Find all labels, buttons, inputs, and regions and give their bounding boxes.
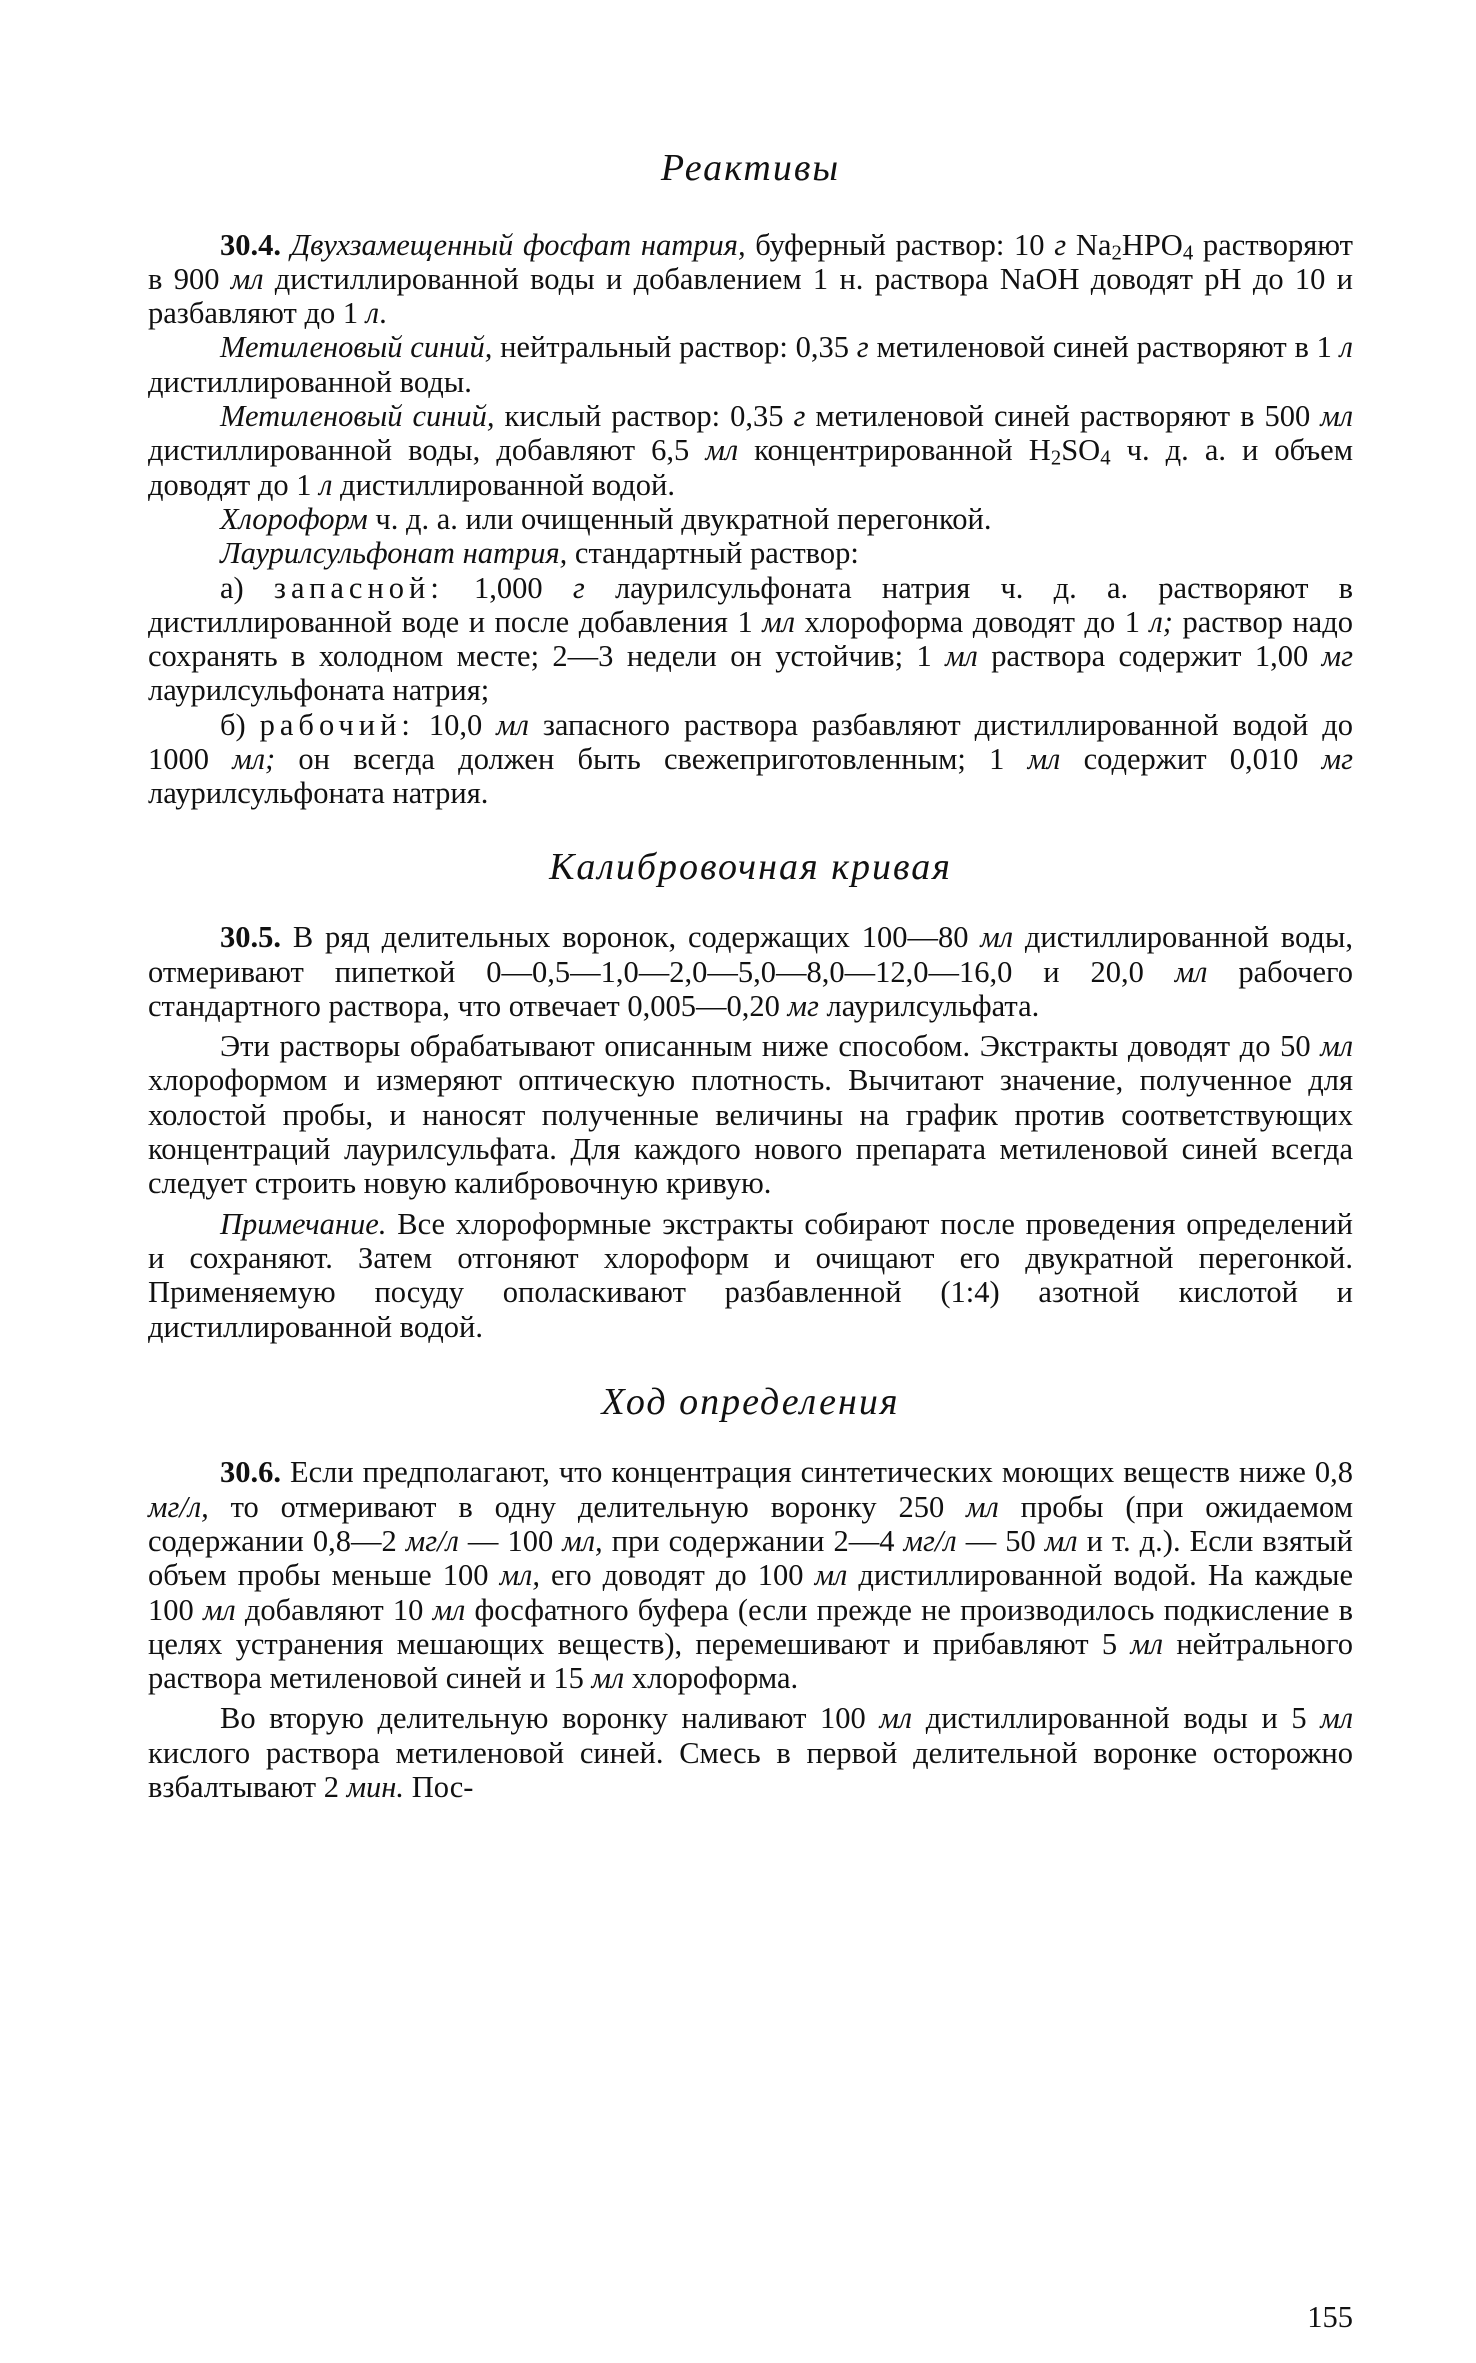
text-run: раствора содержит 1,00 <box>977 639 1322 674</box>
text-run: — 50 <box>956 1523 1045 1558</box>
unit-text: л; <box>1149 604 1173 639</box>
paragraph-number: 30.5. <box>220 920 281 955</box>
text-run: — 100 <box>458 1523 563 1558</box>
text-run: HPO <box>1121 227 1183 262</box>
unit-text: мл <box>1130 1626 1164 1661</box>
section-heading-calibration: Калибровочная кривая <box>549 845 952 888</box>
unit-text: мл <box>591 1661 625 1696</box>
text-run: ч. д. а. или очищенный двукратной перегонкой. <box>367 501 992 536</box>
text-run: раствор надо сохранять в холодном месте; 2—3 недели он устойчив; 1 <box>148 604 1353 674</box>
text-run: метиленовой синей растворяют в 1 <box>868 330 1340 365</box>
unit-text: мл <box>879 1701 913 1736</box>
unit-text: мл <box>1320 399 1353 434</box>
unit-text: мл <box>496 707 529 742</box>
text-run: 10,0 <box>414 707 497 742</box>
unit-text: мг <box>1321 639 1353 674</box>
unit-text: мл <box>230 261 264 296</box>
text-run: нейтрального раствора метиленовой синей и 15 <box>148 1626 1353 1696</box>
paragraph-laurylsulfonate <box>148 536 1353 570</box>
subscript: 4 <box>1100 447 1111 470</box>
section-heading-reactives: Реактивы <box>660 147 841 189</box>
text-run: . <box>379 296 387 331</box>
text-run: стандартный раствор: <box>567 536 859 571</box>
text-run: Эти растворы обрабатывают описанным ниже способом. Экстракты доводят до 50 <box>220 1029 1321 1064</box>
text-run: дистиллированной водой. На каждые 100 <box>148 1558 1354 1627</box>
paragraph-stock-solution <box>148 571 1353 708</box>
text-run: лаурилсульфоната натрия. <box>148 776 489 811</box>
unit-text: мл, <box>562 1523 603 1558</box>
unit-text: мл <box>1044 1523 1078 1558</box>
text-run: Если предполагают, что концентрация синтетических моющих веществ ниже 0,8 <box>281 1455 1353 1490</box>
subscript: 4 <box>1182 242 1194 265</box>
text-run: при содержании 2—4 <box>602 1523 904 1558</box>
text-run: его доводят до 100 <box>539 1558 815 1593</box>
unit-text: мл; <box>232 742 276 777</box>
text-run: то отмеривают в одну делительную воронку 250 <box>208 1489 967 1524</box>
text-run: лаурилсульфоната натрия; <box>148 673 490 708</box>
unit-text: л <box>365 296 380 331</box>
unit-text: г <box>856 330 869 365</box>
paragraph-chloroform <box>148 502 1353 536</box>
text-run: пробы (при ожидаемом содержании 0,8—2 <box>148 1489 1353 1558</box>
paragraph-number: 30.4. <box>220 227 281 262</box>
text-run: дистиллированной водой. <box>332 467 675 502</box>
paragraph-methylene-neutral <box>148 330 1353 399</box>
text-run: Во вторую делительную воронку наливают 100 <box>220 1701 880 1736</box>
list-marker: а) <box>220 570 274 605</box>
text-run: лаурилсульфоната натрия ч. д. а. растворяют в дистиллированной воде и после добавления 1 <box>148 570 1353 639</box>
unit-text: мл <box>1320 1029 1353 1064</box>
text-run: запасного раствора разбавляют дистиллированной водой до 1000 <box>148 707 1353 777</box>
unit-text: мл <box>1320 1701 1353 1736</box>
unit-text: л <box>1339 330 1353 365</box>
unit-text: г <box>1054 227 1067 262</box>
text-run: лаурилсульфата. <box>818 988 1040 1023</box>
unit-text: мл <box>1027 742 1061 777</box>
unit-text: мл <box>945 639 978 674</box>
page-number: 155 <box>1307 2300 1353 2334</box>
unit-text: мл <box>432 1592 466 1627</box>
paragraph-30-5 <box>148 920 1353 1023</box>
text-run: Na <box>1066 227 1112 262</box>
text-run: дистиллированной воды, добавляют 6,5 <box>148 433 706 468</box>
text-run: SO <box>1061 433 1101 468</box>
unit-text: мл <box>814 1558 848 1593</box>
unit-text: мл <box>705 433 739 468</box>
paragraph-number: 30.6. <box>220 1455 281 1490</box>
paragraph-30-4 <box>148 228 1353 331</box>
text-run: ч. д. а. и объем доводят до 1 <box>148 433 1354 502</box>
text-run: и т. д.). Если взятый объем пробы меньше 100 <box>148 1523 1353 1593</box>
text-run: концентрированной H <box>738 433 1051 468</box>
unit-text: мг/л, <box>148 1489 209 1524</box>
unit-text: мг/л <box>903 1523 957 1558</box>
text-run: кислого раствора метиленовой синей. Смесь в первой делительной воронке осторожно взбалтывают 2 <box>148 1735 1353 1805</box>
text-run: буферный раствор: 10 <box>745 227 1055 262</box>
unit-text: мл <box>966 1489 999 1524</box>
unit-text: мл <box>980 920 1014 955</box>
spaced-label: рабочий: <box>259 707 415 742</box>
book-page <box>148 140 1354 2334</box>
unit-text: мл <box>202 1592 236 1627</box>
reagent-term: Метиленовый синий, <box>220 399 495 434</box>
text-run: Пос- <box>404 1770 474 1805</box>
text-run: он всегда должен быть свежеприготовленным; 1 <box>275 742 1028 777</box>
paragraph-methylene-acid <box>148 399 1353 502</box>
text-run: В ряд делительных воронок, содержащих 100—80 <box>281 920 981 955</box>
text-run: нейтральный раствор: 0,35 <box>492 330 857 365</box>
reagent-term: Двухзамещенный фосфат натрия, <box>290 227 746 262</box>
text-run: дистиллированной воды. <box>148 364 472 399</box>
unit-text: мг <box>1321 742 1354 777</box>
unit-text: мин. <box>346 1770 405 1805</box>
text-run: фосфатного буфера (если прежде не производилось подкисление в целях устранения мешающих веществ), перемешивают и прибавляют 5 <box>148 1592 1353 1661</box>
text-run: дистиллированной воды, отмеривают пипеткой 0—0,5—1,0—2,0—5,0—8,0—12,0—16,0 и 20,0 <box>148 920 1353 989</box>
section-heading-procedure: Ход определения <box>601 1380 900 1423</box>
text-run: дистиллированной воды и 5 <box>912 1701 1321 1736</box>
text-run: хлороформом и измеряют оптическую плотность. Вычитают значение, полученное для холостой пробы, и наносят полученные величины на график против соответствующих концентраций лаурилсульфата. Для каждого нового препарата метиленовой синей всегда следует строить новую калибровочную кривую. <box>148 1063 1353 1201</box>
note-label: Примечание. <box>220 1206 387 1241</box>
unit-text: л <box>319 467 333 502</box>
text-run: добавляют 10 <box>235 1592 433 1627</box>
unit-text: мл <box>1174 954 1208 989</box>
reagent-term: Метиленовый синий, <box>220 330 493 365</box>
paragraph-30-6 <box>148 1455 1353 1695</box>
paragraph-working-solution <box>148 708 1353 811</box>
paragraph-second-funnel <box>148 1701 1353 1804</box>
reagent-term: Хлороформ <box>220 501 368 536</box>
spaced-label: запасной: <box>273 570 444 605</box>
text-run: растворяют в 900 <box>148 227 1353 296</box>
text-run: метиленовой синей растворяют в 500 <box>805 399 1321 434</box>
text-run: дистиллированной воды и добавлением 1 н. раствора NaOH доводят pH до 10 и разбавляют до 1 <box>148 261 1353 331</box>
unit-text: мг <box>787 988 819 1023</box>
text-run: Все хлороформные экстракты собирают после проведения определений и сохраняют. Затем отгоняют хлороформ и очищают его двукратной перегонкой. Применяемую посуду ополаскивают разбавленной (1:4) азотной кислотой и дистиллированной водой. <box>148 1206 1353 1344</box>
text-run: кислый раствор: 0,35 <box>494 399 794 434</box>
unit-text: мл <box>762 604 796 639</box>
unit-text: мл, <box>499 1558 540 1593</box>
unit-text: мг/л <box>405 1523 459 1558</box>
text-run: хлороформа. <box>624 1661 799 1696</box>
paragraph-note <box>148 1207 1353 1344</box>
subscript: 2 <box>1111 242 1122 265</box>
text-run: 1,000 <box>443 570 573 605</box>
unit-text: г <box>572 570 585 605</box>
reagent-term: Лаурилсульфонат натрия, <box>220 536 568 571</box>
list-marker: б) <box>220 707 260 742</box>
text-run: рабочего стандартного раствора, что отвечает 0,005—0,20 <box>148 954 1353 1023</box>
subscript: 2 <box>1050 447 1062 470</box>
paragraph-extraction <box>148 1029 1353 1200</box>
text-run: содержит 0,010 <box>1060 742 1322 777</box>
unit-text: г <box>793 399 806 434</box>
text-run: хлороформа доводят до 1 <box>795 604 1150 639</box>
